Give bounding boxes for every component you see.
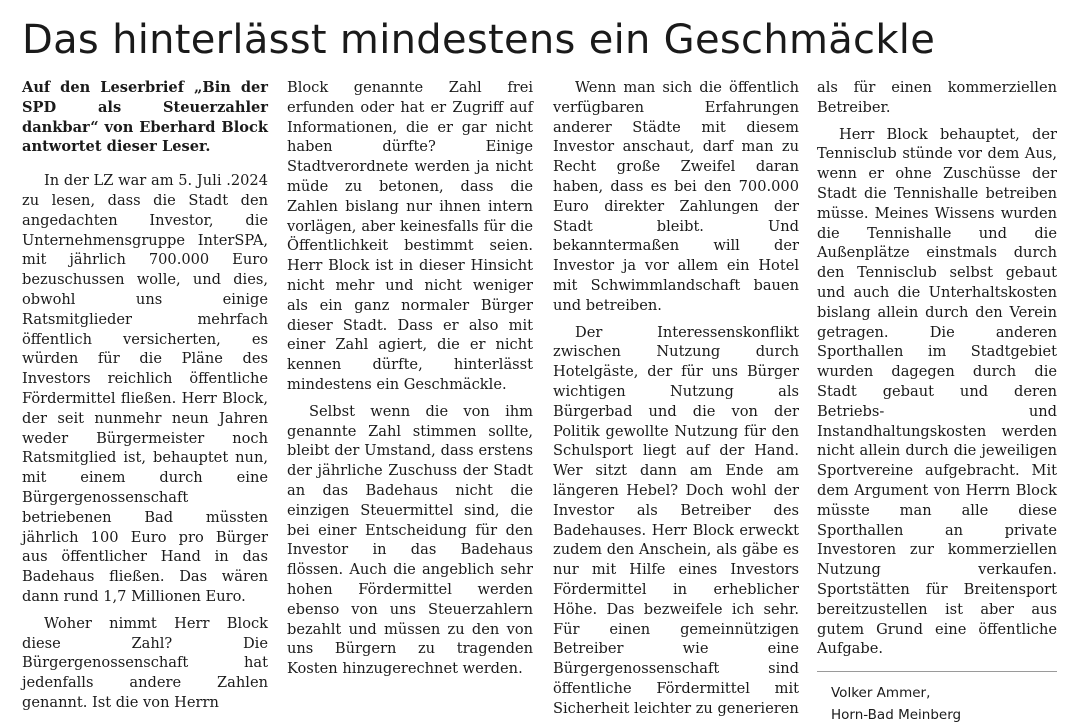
paragraph: Herr Block behauptet, der Tennisclub stünde vor dem Aus, wenn er ohne Zuschüsse der Stadt die Tennishalle betreiben müsse. Meines Wissens wurden die Tennishalle und die Außenplätze einstmals durch den Tennisclub selbst gebaut und auch die Unterhaltskosten bislang allein durch den Verein getragen. Die anderen Sporthallen im Stadtgebiet wurden dagegen durch die Stadt gebaut und deren Betriebs- und Instandhaltungskosten werden nicht allein durch die jeweiligen Sportvereine aufgebracht. Mit dem Argument von Herrn Block müsste man alle diese Sporthallen an private Investoren zur kommerziellen Nutzung verkaufen. Sportstätten für Breitensport bereitzustellen ist aber aus gutem Grund eine öffentliche Aufgabe. bbox=[817, 125, 1057, 658]
paragraph: Wenn man sich die öffentlich verfügbaren Erfahrungen anderer Städte mit diesem Investor anschaut, darf man zu Recht große Zweifel daran haben, dass es bei den 700.000 Euro direkter Zahlungen der Stadt bleibt. Und bekanntermaßen will der Investor ja vor allem ein Hotel mit Schwimmlandschaft bauen und betreiben. bbox=[553, 79, 799, 314]
column-4 bbox=[817, 78, 1057, 724]
signature bbox=[817, 671, 1057, 726]
column-2 bbox=[287, 78, 533, 698]
author-place: Horn-Bad Meinberg bbox=[831, 707, 962, 724]
paragraph: Selbst wenn die von ihm genannte Zahl stimmen sollte, bleibt der Umstand, dass erstens der jährliche Zuschuss der Stadt an das Badehaus nicht die einzigen Steuermittel sind, die bei einer Entscheidung für den Investor in das Badehaus flössen. Auch die angeblich sehr hohen Fördermittel werden ebenso von uns Steuerzahlern bezahlt und müssen zu den von uns Bürgern zu tragenden Kosten hinzugerechnet werden. bbox=[287, 402, 533, 678]
headline: Das hinterlässt mindestens ein Geschmäckle bbox=[22, 17, 936, 63]
paragraph: Der Interessenskonflikt zwischen Nutzung durch Hotelgäste, der für uns Bürger wichtigen Nutzung als Bürgerbad und die von der Politik gewollte Nutzung für den Schulsport liegt auf der Hand. Wer sitzt dann am Ende am längeren Hebel? Doch wohl der Investor als Betreiber des Badehauses. Herr Block erweckt zudem den Anschein, als gäbe es nur mit Hilfe eines Investors Fördermittel in erheblicher Höhe. Das bezweifele ich sehr. Für einen gemeinnützigen Betreiber wie eine Bürgergenossenschaft sind öffentliche Fördermittel mit Sicherheit leichter zu generieren bbox=[553, 323, 799, 717]
intro-text: Auf den Leserbrief „Bin der SPD als Steuerzahler dankbar“ von Eberhard Block antwortet dieser Leser. bbox=[22, 79, 268, 156]
paragraph: als für einen kommerziellen Betreiber. bbox=[817, 79, 1057, 116]
column-3 bbox=[553, 78, 799, 717]
column-1 bbox=[22, 78, 268, 711]
author-name: Volker Ammer, bbox=[831, 685, 931, 702]
paragraph: Block genannte Zahl frei erfunden oder hat er Zugriff auf Informationen, die er gar nicht haben dürfte? Einige Stadtverordnete werden ja nicht müde zu betonen, dass die Zahlen bislang nur ihnen intern vorlägen, aber keinesfalls für die Öffentlichkeit bestimmt seien. Herr Block ist in dieser Hinsicht nicht mehr und nicht weniger als ein ganz normaler Bürger dieser Stadt. Dass er also mit einer Zahl agiert, die er nicht kennen dürfte, hinterlässt mindestens ein Geschmäckle. bbox=[287, 79, 533, 393]
paragraph: In der LZ war am 5. Juli .2024 zu lesen, dass die Stadt den angedachten Investor, die Unternehmensgruppe InterSPA, mit jährlich 700.000 Euro bezuschussen wolle, und dies, obwohl uns einige Ratsmitglieder mehrfach öffentlich versicherten, es würden für die Pläne des Investors reichlich öffentliche Fördermittel fließen. Herr Block, der seit nunmehr neun Jahren weder Bürgermeister noch Ratsmitglied ist, behauptet nun, mit einem durch eine Bürgergenossenschaft betriebenen Bad müssten jährlich 100 Euro pro Bürger aus öffentlicher Hand in das Badehaus fließen. Das wären dann rund 1,7 Millionen Euro. bbox=[22, 172, 268, 605]
paragraph: Woher nimmt Herr Block diese Zahl? Die Bürgergenossenschaft hat jedenfalls andere Zahlen genannt. Ist die von Herrn bbox=[22, 614, 268, 711]
